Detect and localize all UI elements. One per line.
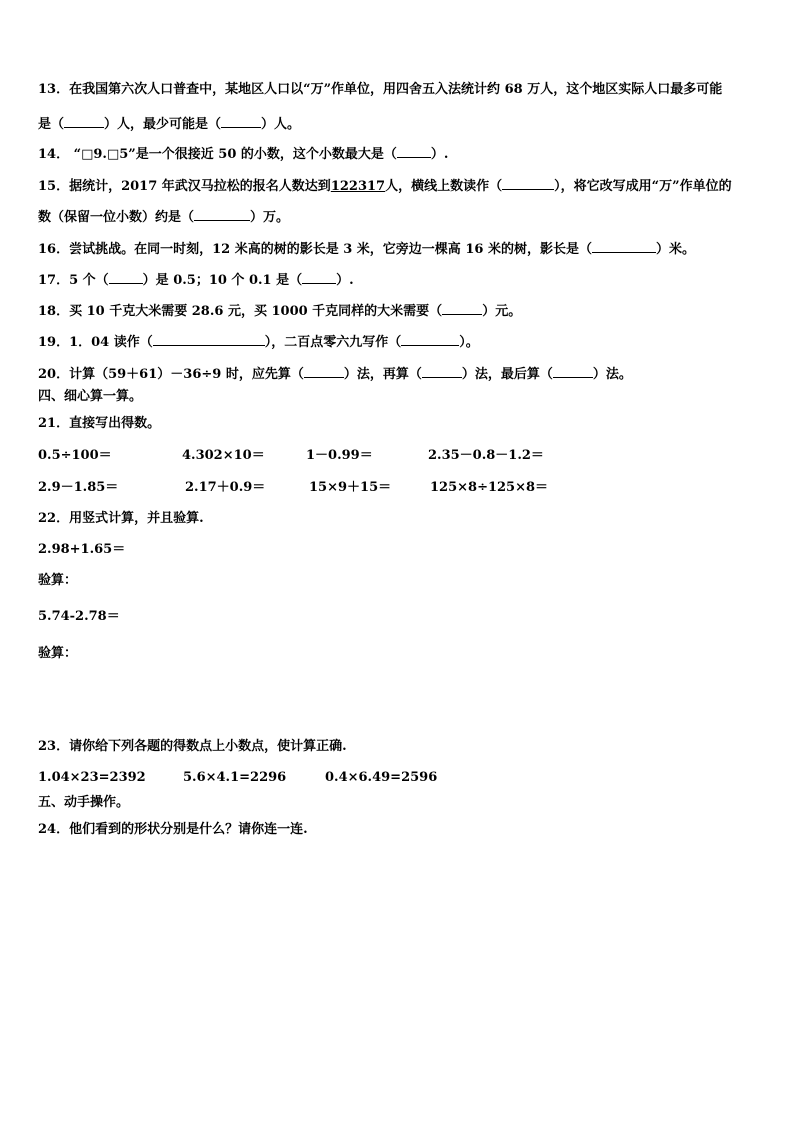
q20-text-c: ）法，最后算（: [461, 367, 553, 382]
question-13-line-1: 13．在我国第六次人口普查中，某地区人口以“万”作单位，用四舍五入法统计约 68 万人，这个地区实际人口最多可能: [38, 82, 723, 97]
question-15-line-1: [38, 177, 732, 195]
q13-blank-min[interactable]: [221, 115, 261, 128]
q21-item: 125×8÷125×8＝: [430, 480, 549, 495]
q21-item: 0.5÷100＝: [38, 448, 112, 463]
q17-text-a: 17．5 个（: [38, 273, 109, 288]
q20-text-a: 20．计算（59＋61）－36÷9 时，应先算（: [38, 367, 304, 382]
q15-blank-wan[interactable]: [194, 208, 250, 221]
question-19: [38, 333, 479, 351]
q22-check-label-1: 验算：: [38, 573, 78, 588]
q16-text-a: 16．尝试挑战。在同一时刻，12 米高的树的影长是 3 米，它旁边一棵高 16 米的树，影长是（: [38, 242, 592, 257]
q16-text-b: ）米。: [655, 242, 695, 257]
question-13-line-2: [38, 115, 300, 133]
q17-blank-1[interactable]: [109, 271, 143, 284]
q15-text-a: 15．据统计，2017 年武汉马拉松的报名人数达到: [38, 179, 331, 194]
q15-underlined-number: 122317: [330, 179, 386, 194]
q20-blank-1[interactable]: [304, 365, 344, 378]
q21-item: 15×9＋15＝: [309, 480, 392, 495]
q20-blank-3[interactable]: [553, 365, 593, 378]
q18-blank[interactable]: [442, 302, 482, 315]
q15-text-b: 人，横线上数读作（: [385, 179, 503, 194]
question-21-title: 21．直接写出得数。: [38, 416, 161, 431]
q22-problem-2: 5.74-2.78＝: [38, 609, 120, 624]
q14-text-b: ）.: [430, 147, 449, 162]
q21-item: 2.17＋0.9＝: [185, 480, 266, 495]
q21-item: 2.35－0.8－1.2＝: [428, 448, 544, 463]
section-4-heading: 四、细心算一算。: [38, 389, 143, 404]
q22-problem-1: 2.98+1.65＝: [38, 542, 126, 557]
q19-blank-read[interactable]: [153, 333, 265, 346]
q20-text-b: ）法，再算（: [343, 367, 422, 382]
question-17: [38, 271, 354, 289]
q13-blank-max[interactable]: [64, 115, 104, 128]
q13-text-b: ）人，最少可能是（: [104, 117, 222, 132]
q18-text-a: 18．买 10 千克大米需要 28.6 元，买 1000 千克同样的大米需要（: [38, 304, 443, 319]
question-14: [38, 145, 448, 163]
question-24: 24．他们看到的形状分别是什么？请你连一连.: [38, 822, 308, 837]
q13-text-c: ）人。: [261, 117, 301, 132]
question-20: [38, 365, 632, 383]
q20-text-d: ）法。: [592, 367, 632, 382]
section-5-heading: 五、动手操作。: [38, 795, 130, 810]
q17-blank-2[interactable]: [302, 271, 336, 284]
q23-item: 1.04×23=2392: [38, 770, 146, 785]
q15-text-e: ）万。: [250, 210, 290, 225]
question-15-line-2: [38, 208, 289, 226]
question-16: [38, 240, 695, 258]
question-18: [38, 302, 521, 320]
q19-text-c: ）。: [459, 335, 479, 350]
q22-check-label-2: 验算：: [38, 646, 78, 661]
q17-text-c: ）.: [336, 273, 354, 288]
q15-text-c: ），将它改写成用“万”作单位的: [554, 179, 732, 194]
q19-blank-write[interactable]: [401, 333, 459, 346]
q20-blank-2[interactable]: [422, 365, 462, 378]
q21-item: 4.302×10＝: [182, 448, 265, 463]
q13-text-a: 是（: [38, 117, 65, 132]
q21-item: 1－0.99＝: [306, 448, 373, 463]
q16-blank[interactable]: [592, 240, 656, 253]
q14-text-a: 14． “□9.□5”是一个很接近 50 的小数，这个小数最大是（: [38, 147, 397, 162]
q17-text-b: ）是 0.5；10 个 0.1 是（: [142, 273, 303, 288]
q23-item: 0.4×6.49=2596: [325, 770, 438, 785]
question-23-title: 23．请你给下列各题的得数点上小数点，使计算正确.: [38, 739, 347, 754]
q15-text-d: 数（保留一位小数）约是（: [38, 210, 195, 225]
q23-item: 5.6×4.1=2296: [183, 770, 287, 785]
q15-blank-read[interactable]: [502, 177, 554, 190]
q14-blank[interactable]: [397, 145, 431, 158]
q19-text-b: ），二百点零六九写作（: [264, 335, 402, 350]
question-22-title: 22．用竖式计算，并且验算.: [38, 511, 204, 526]
q21-item: 2.9－1.85＝: [38, 480, 119, 495]
q18-text-b: ）元。: [482, 304, 522, 319]
q19-text-a: 19．1．04 读作（: [38, 335, 153, 350]
